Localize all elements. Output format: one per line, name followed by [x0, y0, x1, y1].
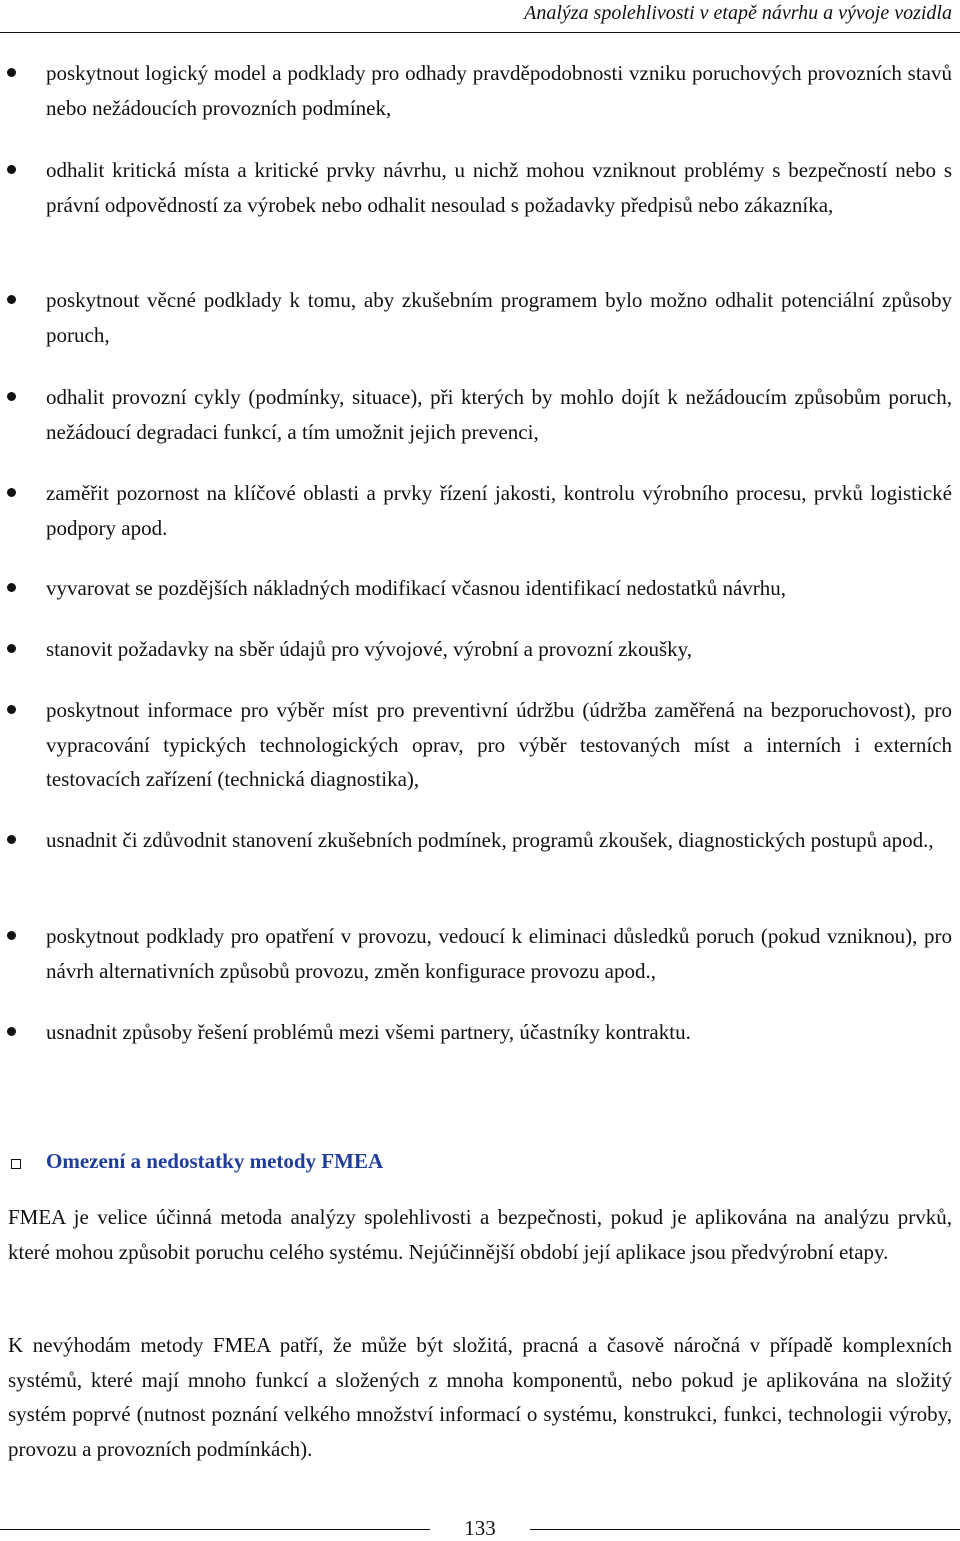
list-item-text: usnadnit způsoby řešení problémů mezi všemi partnery, účastníky kontraktu.	[46, 1020, 691, 1044]
list-item-text: zaměřit pozornost na klíčové oblasti a prvky řízení jakosti, kontrolu výrobního procesu, prvků logistické podpory apod.	[46, 481, 952, 540]
section-heading-text: Omezení a nedostatky metody FMEA	[46, 1149, 384, 1173]
list-item-text: odhalit kritická místa a kritické prvky návrhu, u nichž mohou vzniknout problémy s bezpečností nebo s právní odpovědností za výrobek nebo odhalit nesoulad s požadavky předpisů nebo zákazníka,	[46, 158, 952, 217]
bullet-icon	[7, 295, 16, 304]
bullet-icon	[7, 1027, 16, 1036]
checkbox-bullet-icon	[11, 1159, 21, 1169]
paragraph: FMEA je velice účinná metoda analýzy spolehlivosti a bezpečnosti, pokud je aplikována na analýzu prvků, které mohou způsobit poruchu celého systému. Nejúčinnější období její aplikace jsou předvýrobní etapy.	[8, 1205, 952, 1264]
footer-rule-right	[530, 1529, 960, 1530]
list-item-text: stanovit požadavky na sběr údajů pro vývojové, výrobní a provozní zkoušky,	[46, 637, 692, 661]
bullet-icon	[7, 583, 16, 592]
footer-rule-left	[0, 1529, 430, 1530]
bullet-icon	[7, 488, 16, 497]
list-item-text: poskytnout podklady pro opatření v provozu, vedoucí k eliminaci důsledků poruch (pokud vzniknou), pro návrh alternativních způsobů provozu, změn konfigurace provozu apod.,	[46, 924, 952, 983]
header-rule	[0, 32, 960, 33]
page-number: 133	[464, 1516, 496, 1540]
section-heading	[0, 1147, 960, 1183]
bullet-icon	[7, 68, 16, 77]
list-item-text: poskytnout logický model a podklady pro odhady pravděpodobnosti vzniku poruchových provozních stavů nebo nežádoucích provozních podmínek,	[46, 61, 952, 120]
paragraph: K nevýhodám metody FMEA patří, že může být složitá, pracná a časově náročná v případě komplexních systémů, které mají mnoho funkcí a složených z mnoha komponentů, nebo pokud je aplikována na složitý systém poprvé (nutnost poznání velkého množství informací o systému, konstrukci, funkci, technologii výroby, provozu a provozních podmínkách).	[8, 1333, 952, 1461]
running-header-title: Analýza spolehlivosti v etapě návrhu a vývoje vozidla	[524, 2, 952, 24]
list-item-text: poskytnout informace pro výběr míst pro preventivní údržbu (údržba zaměřená na bezporuchovost), pro vypracování typických technologických oprav, pro výběr testovaných míst a interních i externích testovacích zařízení (technická diagnostika),	[46, 698, 952, 791]
bullet-icon	[7, 392, 16, 401]
bullet-icon	[7, 705, 16, 714]
list-item-text: vyvarovat se pozdějších nákladných modifikací včasnou identifikací nedostatků návrhu,	[46, 576, 787, 600]
bullet-icon	[7, 931, 16, 940]
bullet-icon	[7, 835, 16, 844]
running-header	[0, 0, 960, 33]
list-item-text: poskytnout věcné podklady k tomu, aby zkušebním programem bylo možno odhalit potenciální způsoby poruch,	[46, 288, 952, 347]
list-item-text: odhalit provozní cykly (podmínky, situace), při kterých by mohlo dojít k nežádoucím způsobům poruch, nežádoucí degradaci funkcí, a tím umožnit jejich prevenci,	[46, 385, 952, 444]
bullet-icon	[7, 644, 16, 653]
list-item-text: usnadnit či zdůvodnit stanovení zkušebních podmínek, programů zkoušek, diagnostických postupů apod.,	[46, 828, 934, 852]
bullet-icon	[7, 165, 16, 174]
